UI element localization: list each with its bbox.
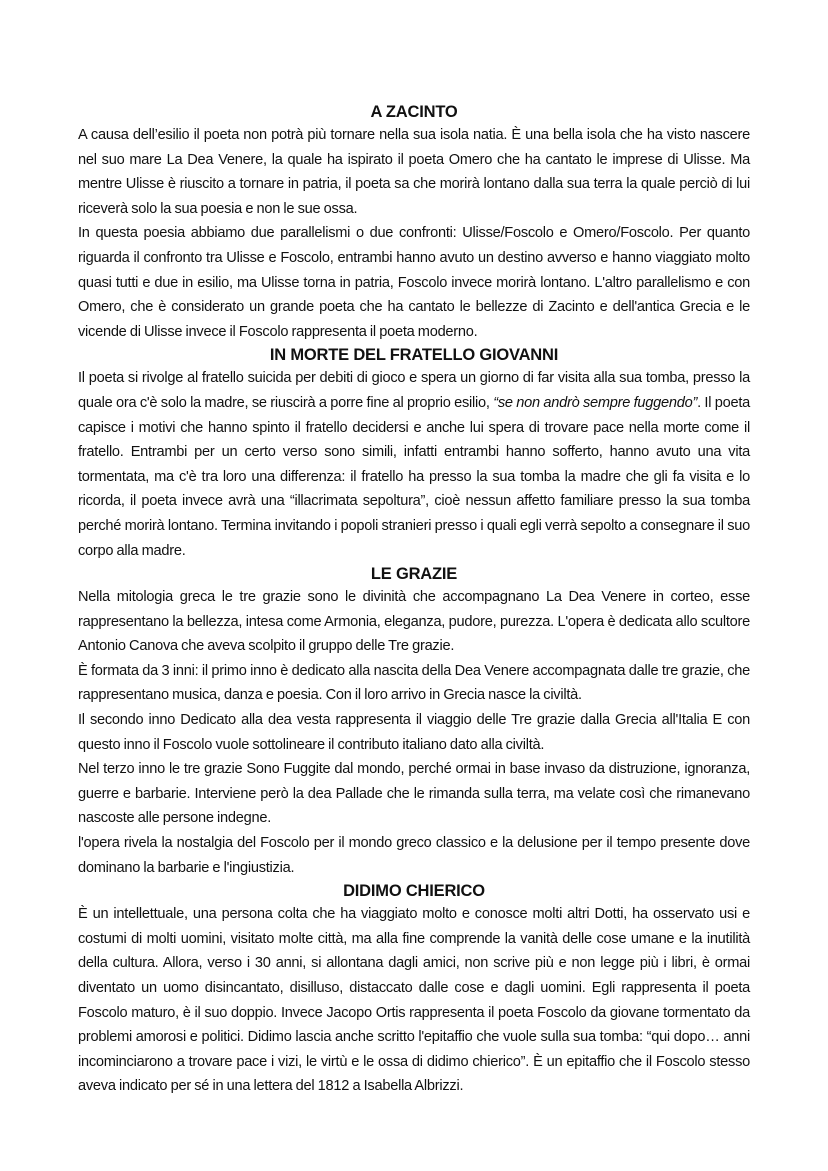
section-a-zacinto	[78, 101, 750, 344]
paragraph: In questa poesia abbiamo due parallelismi o due confronti: Ulisse/Foscolo e Omero/Foscolo. Per quanto riguarda il confronto tra Ulisse e Foscolo, entrambi hanno avuto un destino avverso e hanno viaggiato molto quasi tutti e due in esilio, ma Ulisse torna in patria, Foscolo invece morirà lontano. L'altro parallelismo e con Omero, che è considerato un grande poeta che ha cantato le bellezze di Zacinto e dell'antica Grecia e le vicende di Ulisse invece il Foscolo rappresenta il poeta moderno.	[78, 225, 750, 340]
paragraph-text: Il poeta si rivolge al fratello suicida per debiti di gioco e spera un giorno di far visita alla sua tomba, presso la quale ora c'è solo la madre, se riuscirà a porre fine al proprio esilio,	[78, 370, 750, 411]
paragraph-text: . Il poeta capisce i motivi che hanno spinto il fratello decidersi e anche lui spera di trovare pace nella morte come il fratello. Entrambi per un certo verso sono simili, infatti entrambi hanno sofferto, hanno avuto una vita tormentata, ma c'è tra loro una differenza: il fratello ha presso la sua tomba la madre che gli fa visita e lo ricorda, il poeta invece avrà una “illacrimata sepoltura”, cioè nessun affetto familiare presso la sua tomba perché morirà lontano. Termina invitando i popoli stranieri presso i quali egli verrà sepolto a consegnare il suo corpo alla madre.	[78, 394, 751, 559]
paragraph: È formata da 3 inni: il primo inno è dedicato alla nascita della Dea Venere accompagnata dalle tre grazie, che rappresentano musica, danza e poesia. Con il loro arrivo in Grecia nasce la civiltà.	[78, 662, 750, 704]
section-in-morte-del-fratello-giovanni	[78, 344, 750, 563]
section-le-grazie	[78, 563, 750, 880]
section-title: IN MORTE DEL FRATELLO GIOVANNI	[269, 346, 559, 365]
section-title: A ZACINTO	[370, 103, 458, 121]
section-didimo-chierico	[78, 880, 750, 1099]
section-title: LE GRAZIE	[370, 565, 458, 584]
paragraph: Nella mitologia greca le tre grazie sono le divinità che accompagnano La Dea Venere in corteo, esse rappresentano la bellezza, intesa come Armonia, eleganza, pudore, purezza. L'opera è dedicata allo scultore Antonio Canova che aveva scolpito il gruppo delle Tre grazie.	[78, 589, 750, 655]
paragraph: A causa dell’esilio il poeta non potrà più tornare nella sua isola natia. È una bella isola che ha visto nascere nel suo mare La Dea Venere, la quale ha ispirato il poeta Omero che ha cantato le imprese di Ulisse. Ma mentre Ulisse è riuscito a tornare in patria, il poeta sa che morirà lontano dalla sua terra la quale perciò di lui riceverà solo la sua poesia e non le sue ossa.	[78, 127, 750, 217]
italic-quote: “se non andrò sempre fuggendo”	[493, 394, 698, 411]
paragraph: Il secondo inno Dedicato alla dea vesta rappresenta il viaggio delle Tre grazie dalla Grecia all'Italia E con questo inno il Foscolo vuole sottolineare il contributo italiano dato alla civiltà.	[78, 712, 750, 753]
paragraph: È un intellettuale, una persona colta che ha viaggiato molto e conosce molti altri Dotti, ha osservato usi e costumi di molti uomini, visitato molte città, ma alla fine comprende la vanità delle cose umane e la inutilità della cultura. Allora, verso i 30 anni, si allontana dagli amici, non scrive più e non legge più i libri, è ormai diventato un uomo disincantato, disilluso, distaccato dalle cose e dagli uomini. Egli rappresenta il poeta Foscolo maturo, è il suo doppio. Invece Jacopo Ortis rappresenta il poeta Foscolo da giovane tormentato da problemi amorosi e politici. Didimo lascia anche scritto l'epitaffio che vuole sulla sua tomba: “qui dopo… anni incominciarono a trovare pace i vizi, le virtù e le ossa di didimo chierico”. È un epitaffio che il Foscolo stesso aveva indicato per sé in una lettera del 1812 a Isabella Albrizzi.	[78, 906, 750, 1095]
section-title: DIDIMO CHIERICO	[343, 882, 485, 901]
document-page	[78, 101, 750, 1099]
paragraph	[78, 366, 750, 563]
paragraph: Nel terzo inno le tre grazie Sono Fuggite dal mondo, perché ormai in base invaso da distruzione, ignoranza, guerre e barbarie. Interviene però la dea Pallade che le rimanda sulla terra, ma velate così che rimanevano nascoste alle persone indegne.	[78, 761, 750, 827]
paragraph: l'opera rivela la nostalgia del Foscolo per il mondo greco classico e la delusione per il tempo presente dove dominano la barbarie e l'ingiustizia.	[78, 835, 750, 876]
